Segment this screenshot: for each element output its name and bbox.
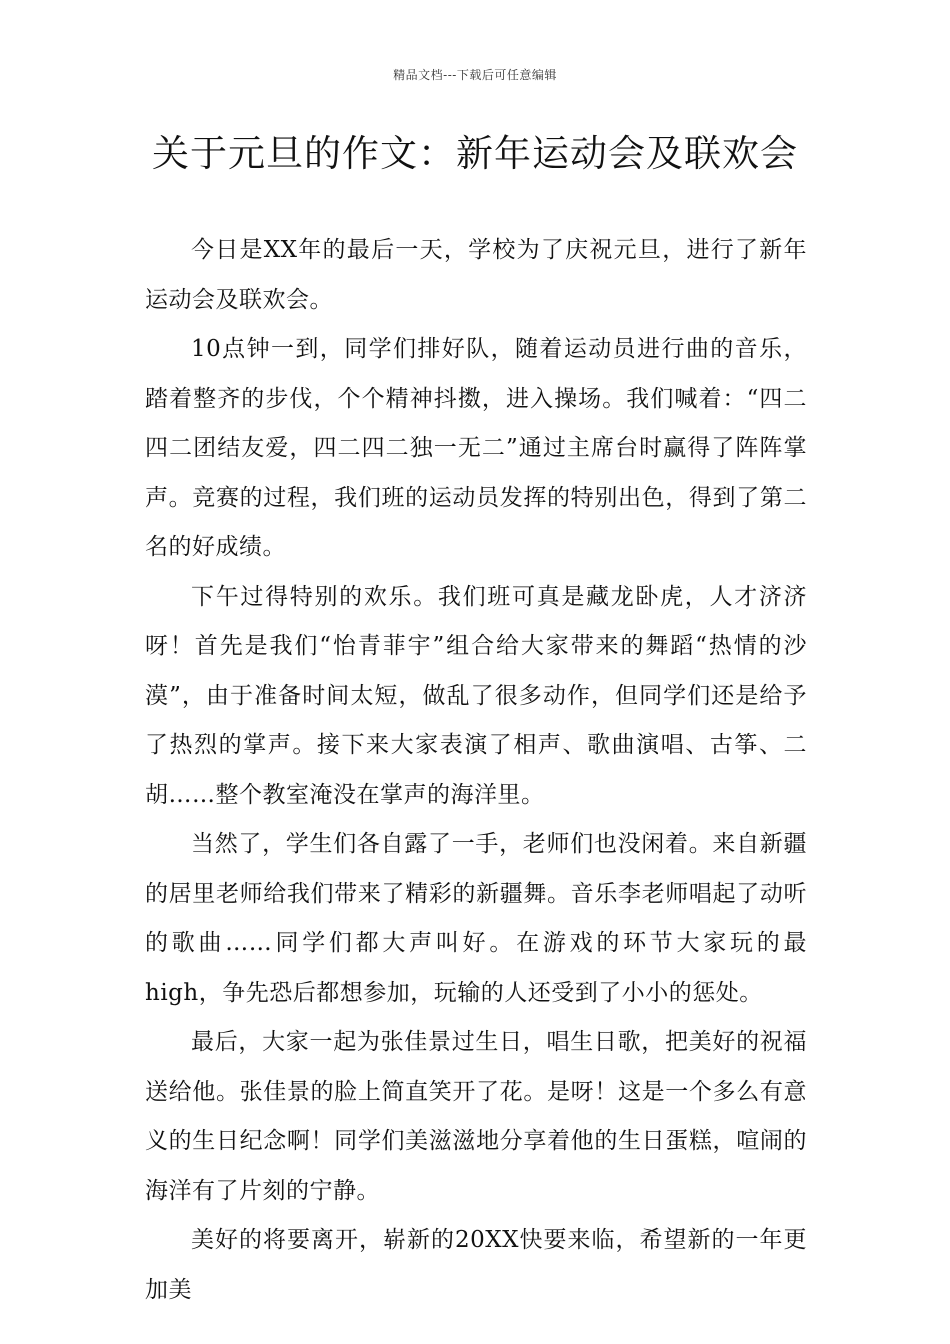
document-body (145, 226, 807, 1315)
header-note: 精品文档---下载后可任意编辑 (393, 68, 557, 82)
paragraph-5: 最后，大家一起为张佳景过生日，唱生日歌，把美好的祝福送给他。张佳景的脸上简直笑开了花。是呀！这是一个多么有意义的生日纪念啊！同学们美滋滋地分享着他的生日蛋糕，喧闹的海洋有了片刻的宁静。 (145, 1029, 807, 1204)
paragraph-2: 10点钟一到，同学们排好队，随着运动员进行曲的音乐，踏着整齐的步伐，个个精神抖擞，进入操场。我们喊着：“四二四二团结友爱，四二四二独一无二”通过主席台时赢得了阵阵掌声。竞赛的过程，我们班的运动员发挥的特别出色，得到了第二名的好成绩。 (145, 336, 807, 560)
paragraph-6: 美好的将要离开，崭新的20XX快要来临，希望新的一年更加美 (145, 1227, 807, 1303)
paragraph-4: 当然了，学生们各自露了一手，老师们也没闲着。来自新疆的居里老师给我们带来了精彩的新疆舞。音乐李老师唱起了动听的歌曲……同学们都大声叫好。在游戏的环节大家玩的最high，争先恐后都想参加，玩输的人还受到了小小的惩处。 (145, 831, 807, 1006)
document-title: 关于元旦的作文：新年运动会及联欢会 (152, 132, 798, 175)
paragraph-1: 今日是XX年的最后一天，学校为了庆祝元旦，进行了新年运动会及联欢会。 (145, 237, 807, 313)
paragraph-3: 下午过得特别的欢乐。我们班可真是藏龙卧虎，人才济济呀！首先是我们“怡青菲宇”组合给大家带来的舞蹈“热情的沙漠”，由于准备时间太短，做乱了很多动作，但同学们还是给予了热烈的掌声。接下来大家表演了相声、歌曲演唱、古筝、二胡……整个教室淹没在掌声的海洋里。 (145, 583, 807, 808)
